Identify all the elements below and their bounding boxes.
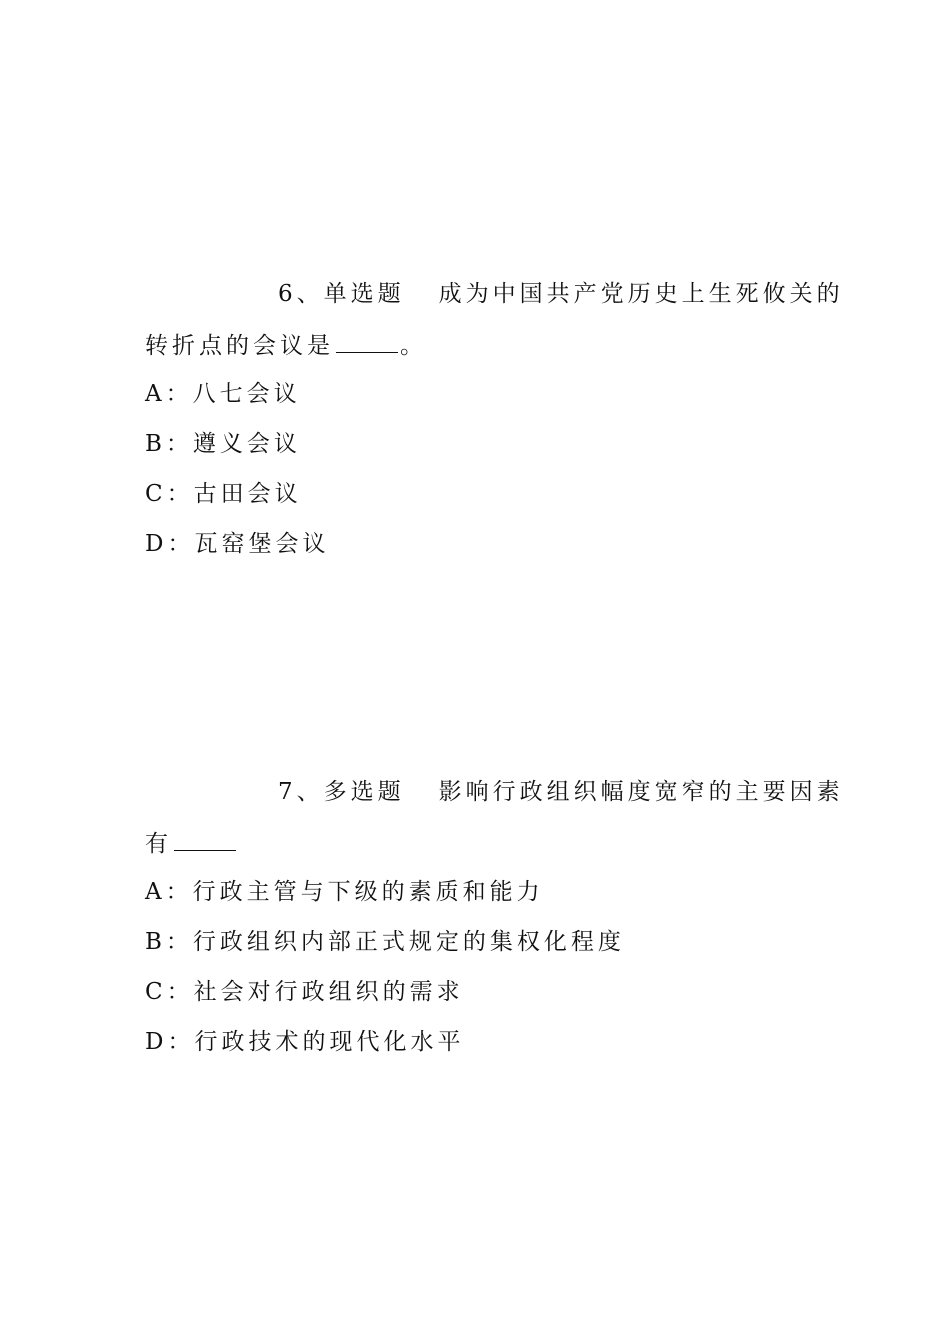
option-d: D：瓦窑堡会议: [145, 531, 330, 557]
question-stem-end: 。: [400, 333, 427, 359]
question-stem-line2: [145, 332, 810, 359]
question-stem-line2: [145, 830, 810, 857]
question-7: [145, 779, 844, 1080]
option-c: C：社会对行政组织的需求: [145, 979, 464, 1005]
answer-blank: [174, 830, 236, 851]
option-b: B：行政组织内部正式规定的集权化程度: [145, 929, 625, 955]
question-6: [145, 281, 844, 582]
option-c: C：古田会议: [145, 481, 302, 507]
option-b: B：遵义会议: [145, 431, 301, 457]
option-a: A：八七会议: [145, 381, 301, 407]
option-d: D：行政技术的现代化水平: [145, 1029, 465, 1055]
question-stem-line1: [145, 779, 844, 805]
question-stem-text: 成为中国共产党历史上生死攸关的: [438, 281, 844, 307]
question-stem-continuation: 转折点的会议是: [145, 333, 334, 359]
question-stem-continuation: 有: [145, 831, 172, 857]
question-stem-text: 影响行政组织幅度宽窄的主要因素: [438, 779, 844, 805]
question-number-type: 6、单选题: [278, 281, 405, 307]
option-a: A：行政主管与下级的素质和能力: [145, 879, 544, 905]
question-stem-line1: [145, 281, 844, 307]
question-number-type: 7、多选题: [278, 779, 405, 805]
answer-blank: [336, 332, 398, 353]
